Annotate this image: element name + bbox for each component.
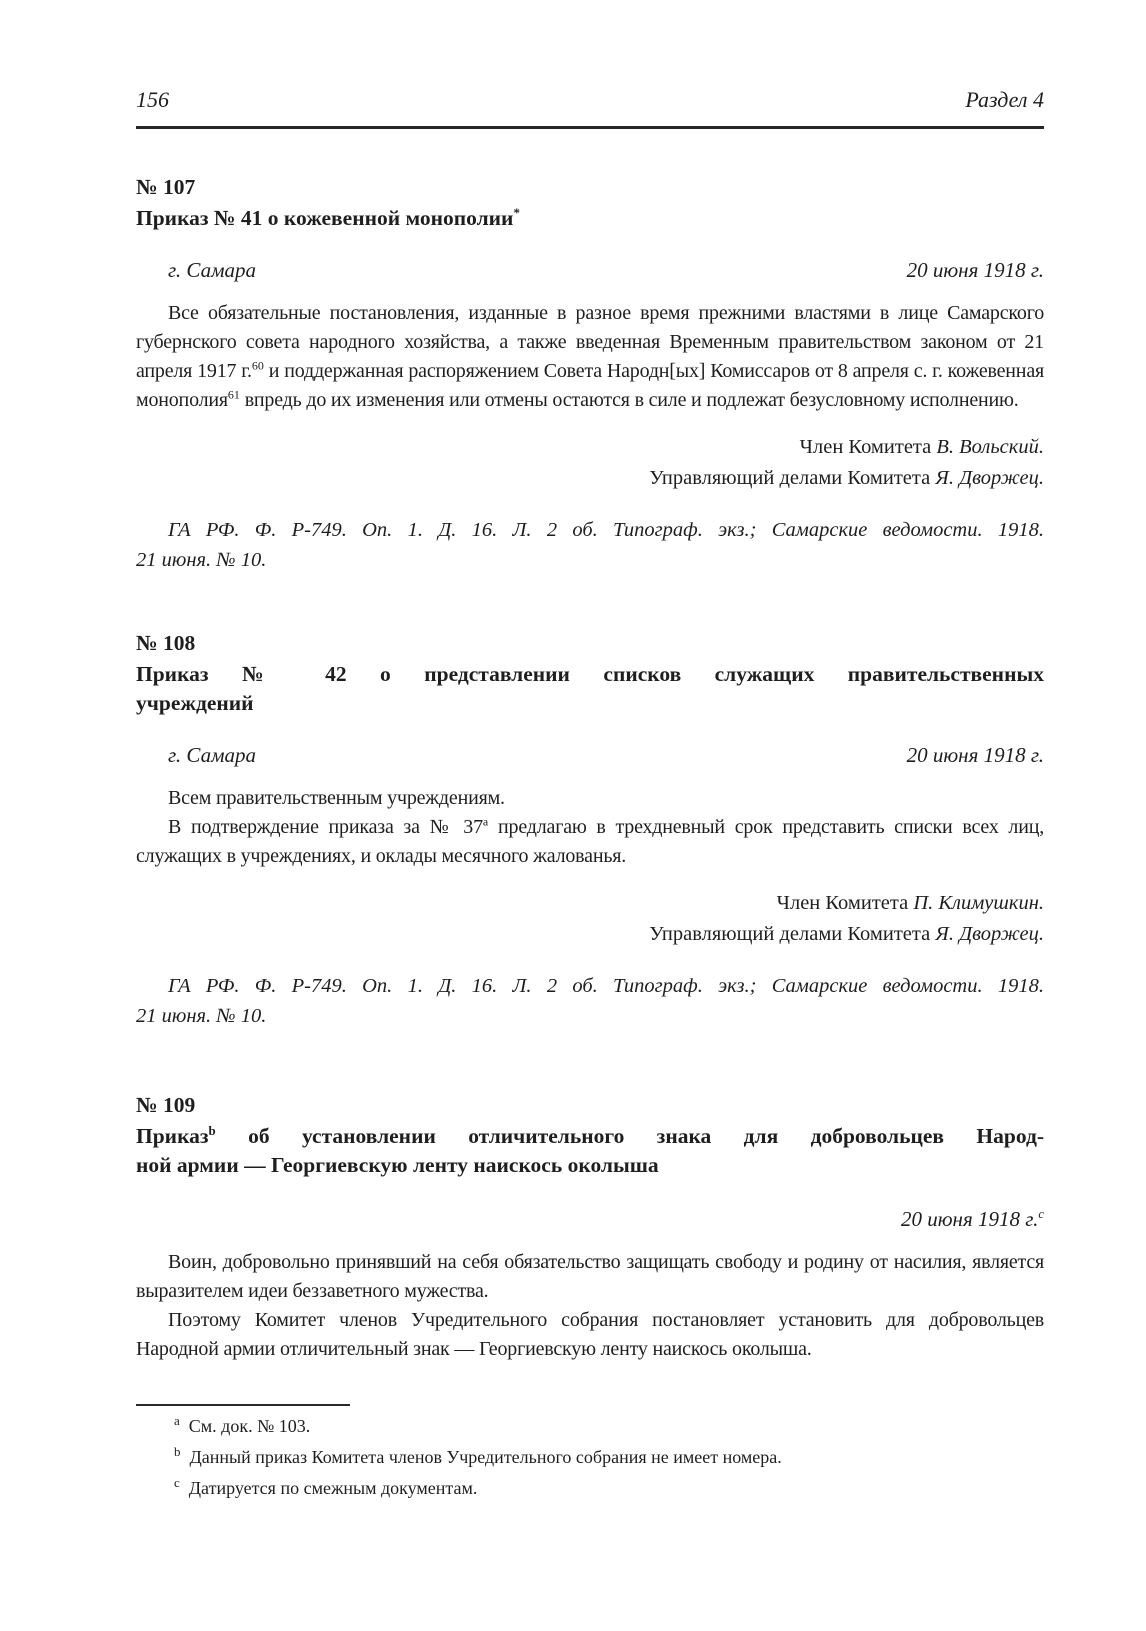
signature-line [136,432,1044,463]
doc-109-title-line-2: ной армии — Георгиевскую ленту наискось околыша [136,1153,659,1177]
doc-108-date: 20 июня 1918 г. [906,743,1044,767]
doc-107-paragraph: Все обязательные постановления, изданные в разное время прежними властями в лице Самарского губернского совета народного хозяйства, а также введенная Временным правительством законом от 21 апреля 1917 г.$^{60}$ и поддержанная распоряжением Совета Народн[ых] Комиссаров от 8 апреля с. г. кожевенная монополия$^{61}$ впредь до их изменения или отмены остаются в силе и подлежат безусловному исполнению. [136,302,1044,411]
signature-name: Я. Дворжец. [935,467,1044,489]
signature-line [136,463,1044,494]
doc-108-paragraph: Всем правительственным учреждениям. [168,787,505,809]
archive-reference-line: ГА РФ. Ф. Р-749. Оп. 1. Д. 16. Л. 2 об. Типограф. экз.; Самарские ведомости. 1918. [168,975,1044,997]
signature-role: Управляющий делами Комитета [649,467,936,489]
doc-109-date: 20 июня 1918 г.$^c$ [901,1207,1044,1231]
doc-107-title [136,204,1044,233]
signature-role: Член Комитета [776,892,914,914]
doc-109-body [136,1248,1044,1364]
document-109 [136,1091,1044,1364]
signature-name: В. Вольский. [936,436,1044,458]
signature-role: Управляющий делами Комитета [649,923,936,945]
doc-107-signatures [136,432,1044,494]
footnote-marker: c [174,1475,180,1490]
doc-108-signatures [136,888,1044,950]
doc-107-archive-reference [136,515,1044,575]
doc-107-body [136,299,1044,415]
doc-108-paragraph: В подтверждение приказа за № $37^а$ предлагаю в трехдневный срок представить списки всех лиц, служащих в учреждениях, и оклады месячного жалованья. [136,814,1045,867]
doc-109-paragraph: Поэтому Комитет членов Учредительного собрания постановляет установить для добровольцев Народной армии отличительный знак — Георгиевскую ленту наискось околыша. [136,1309,1044,1360]
footnote-marker: a [174,1413,180,1428]
footnote-b [136,1444,1044,1468]
doc-109-paragraph: Воин, добровольно принявший на себя обязательство защищать свободу и родину от насилия, является выразителем идеи беззаветного мужества. [136,1251,1044,1302]
running-head [136,86,1044,114]
footnote-marker: b [174,1444,181,1459]
archive-reference-line: 21 июня. № 10. [136,1005,267,1027]
signature-line [136,888,1044,919]
signature-name: Я. Дворжец. [935,923,1044,945]
doc-108-body [136,784,1044,871]
footnote-text: Датируется по смежным документам. [188,1478,478,1498]
doc-108-place: г. Самара [168,743,256,767]
document-108 [136,629,1044,1031]
page-number: 156 [136,87,169,112]
footnote-a [136,1413,1044,1437]
doc-108-number: № 108 [136,631,196,655]
archive-reference-line: ГА РФ. Ф. Р-749. Оп. 1. Д. 16. Л. 2 об. Типограф. экз.; Самарские ведомости. 1918. [168,519,1044,541]
doc-108-archive-reference [136,971,1044,1031]
doc-108-title [136,660,1044,718]
doc-109-title [136,1122,1044,1180]
footnote-text: См. док. № 103. [188,1416,311,1436]
document-107 [136,173,1044,575]
doc-108-title-line-2: учреждений [136,691,254,715]
section-title: Раздел 4 [965,87,1044,112]
signature-role: Член Комитета [799,436,937,458]
doc-108-title-line-1: Приказ № 42 о представлении списков служащих правительственных [136,662,1044,686]
doc-107-number: № 107 [136,175,196,199]
doc-109-title-line-1: Приказ$^b$ об установлении отличительного знака для добровольцев Народ- [136,1123,1044,1148]
footnote-text: Данный приказ Комитета членов Учредительного собрания не имеет номера. [189,1447,782,1467]
footnotes-block [136,1404,1044,1499]
footnote-rule [136,1404,350,1406]
doc-107-date: 20 июня 1918 г. [906,258,1044,282]
doc-107-place-date [136,257,1044,283]
signature-name: П. Климушкин. [913,892,1044,914]
doc-107-place: г. Самара [168,258,256,282]
archive-reference-line: 21 июня. № 10. [136,549,267,571]
footnote-c [136,1475,1044,1499]
doc-107-title-line: Приказ № 41 о кожевенной монополии* [136,205,520,230]
doc-108-place-date [136,742,1044,768]
signature-line [136,919,1044,950]
doc-109-number: № 109 [136,1093,196,1117]
header-rule [136,126,1044,129]
